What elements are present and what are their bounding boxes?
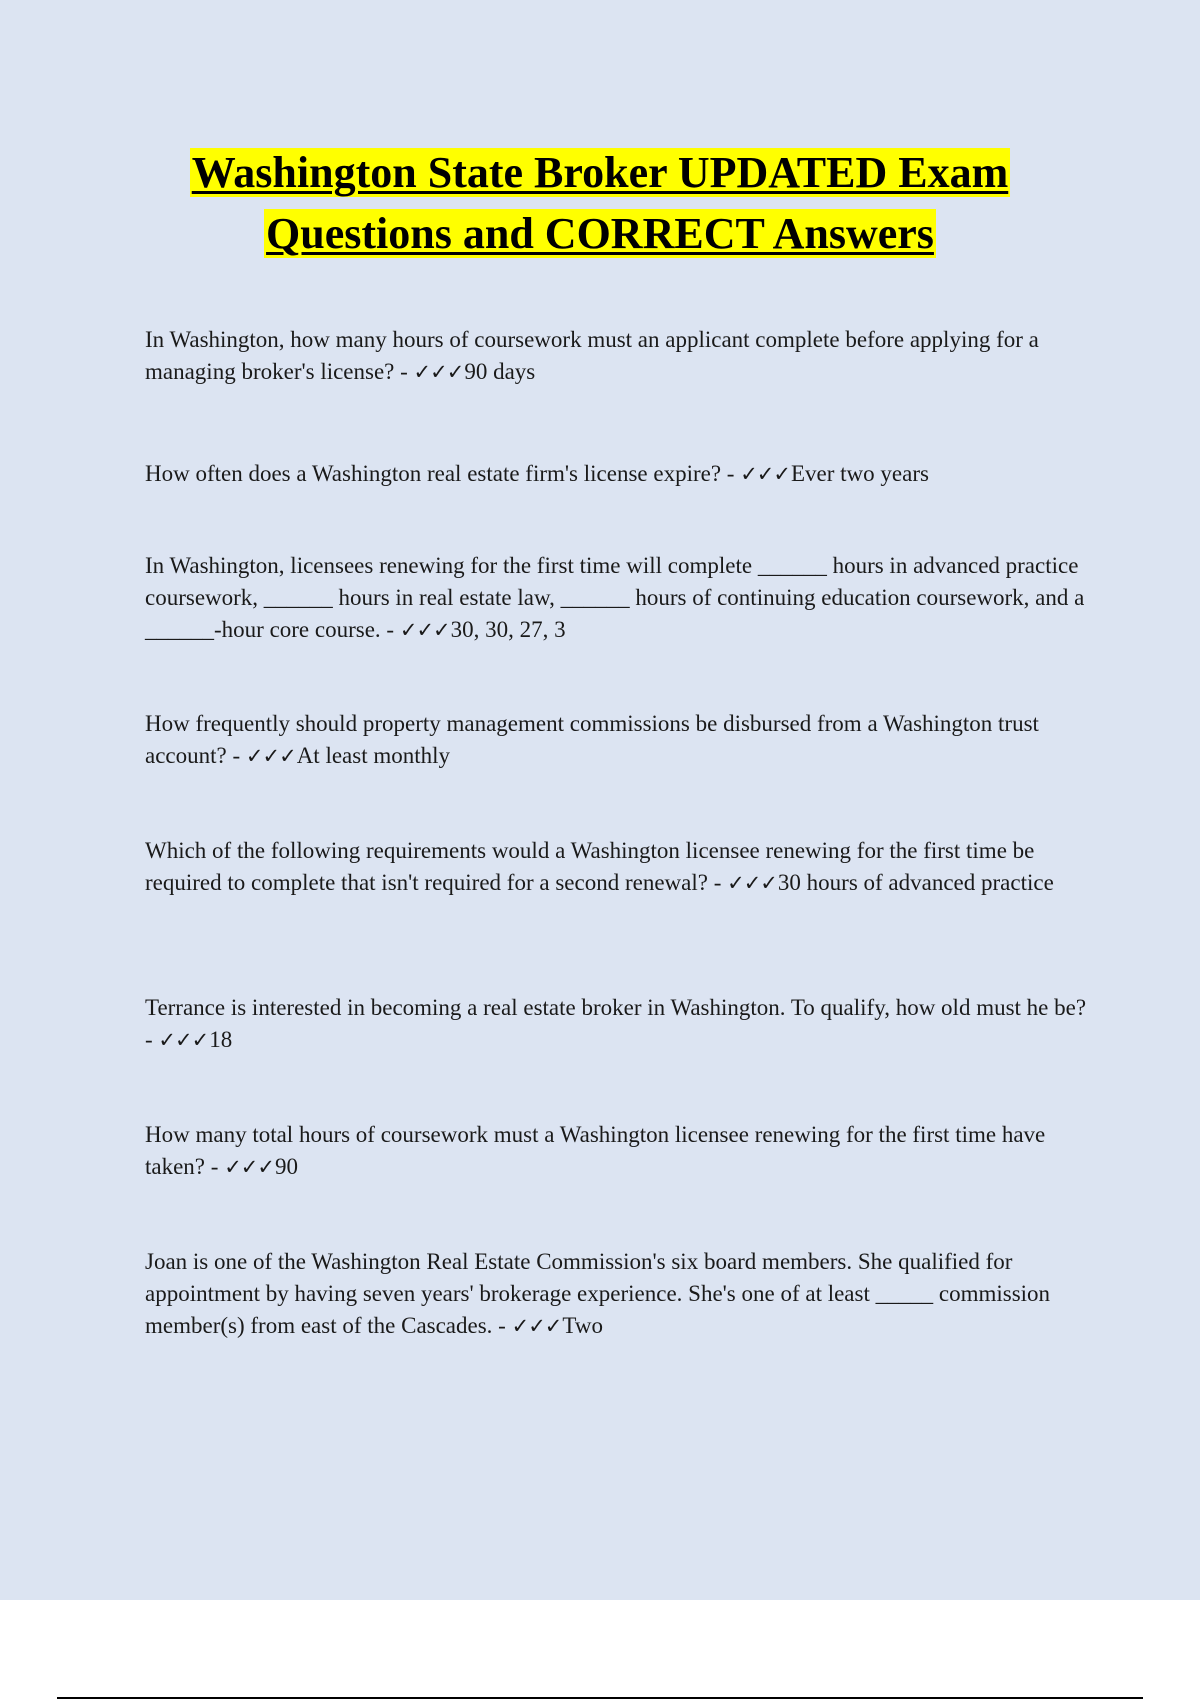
- qa-item-2: [145, 458, 1095, 490]
- document-title: [100, 142, 1100, 264]
- question-text: Terrance is interested in becoming a real estate broker in Washington. To qualify, how old must he be? -: [145, 995, 1087, 1052]
- question-text: In Washington, how many hours of coursework must an applicant complete before applying for a managing broker's license? -: [145, 327, 1039, 384]
- question-text: In Washington, licensees renewing for the first time will complete ______ hours in advanced practice coursework, ______ hours in real estate law, ______ hours of continuing education coursework, and a ______-hour core course. -: [145, 553, 1085, 642]
- check-marks-icon: ✓✓✓: [740, 462, 790, 486]
- qa-item-3: [145, 550, 1095, 646]
- qa-item-5: [145, 835, 1095, 899]
- answer-text: 90 days: [464, 359, 536, 384]
- answer-text: 30 hours of advanced practice: [777, 870, 1054, 895]
- check-marks-icon: ✓✓✓: [413, 360, 464, 384]
- qa-item-1: [145, 324, 1095, 388]
- question-text: How frequently should property management commissions be disbursed from a Washington trust account? -: [145, 711, 1039, 768]
- question-text: Which of the following requirements would a Washington licensee renewing for the first time be required to complete that isn't required for a second renewal? -: [145, 838, 1035, 895]
- check-marks-icon: ✓✓✓: [727, 871, 777, 895]
- answer-text: 18: [209, 1027, 233, 1052]
- title-line-1: Washington State Broker UPDATED Exam: [191, 148, 1009, 197]
- check-marks-icon: ✓✓✓: [158, 1028, 209, 1052]
- answer-text: Two: [562, 1313, 603, 1338]
- qa-item-4: [145, 708, 1095, 772]
- answer-text: 30, 30, 27, 3: [450, 617, 566, 642]
- qa-item-7: [145, 1119, 1095, 1183]
- question-text: How often does a Washington real estate firm's license expire? -: [145, 461, 741, 486]
- qa-item-6: [145, 992, 1095, 1056]
- question-text: Joan is one of the Washington Real Estate Commission's six board members. She qualified for appointment by having seven years' brokerage experience. She's one of at least _____ commission member(s) from east of the Cascades. -: [145, 1249, 1051, 1338]
- check-marks-icon: ✓✓✓: [245, 744, 296, 768]
- check-marks-icon: ✓✓✓: [224, 1155, 274, 1179]
- qa-item-8: [145, 1246, 1095, 1342]
- answer-text: At least monthly: [296, 743, 451, 768]
- title-line-2: Questions and CORRECT Answers: [266, 209, 934, 258]
- answer-text: 90: [274, 1154, 298, 1179]
- check-marks-icon: ✓✓✓: [511, 1314, 562, 1338]
- question-text: How many total hours of coursework must a Washington licensee renewing for the first time have taken? -: [145, 1122, 1046, 1179]
- footer-divider: [57, 1697, 1143, 1699]
- check-marks-icon: ✓✓✓: [399, 618, 450, 642]
- answer-text: Ever two years: [791, 461, 929, 486]
